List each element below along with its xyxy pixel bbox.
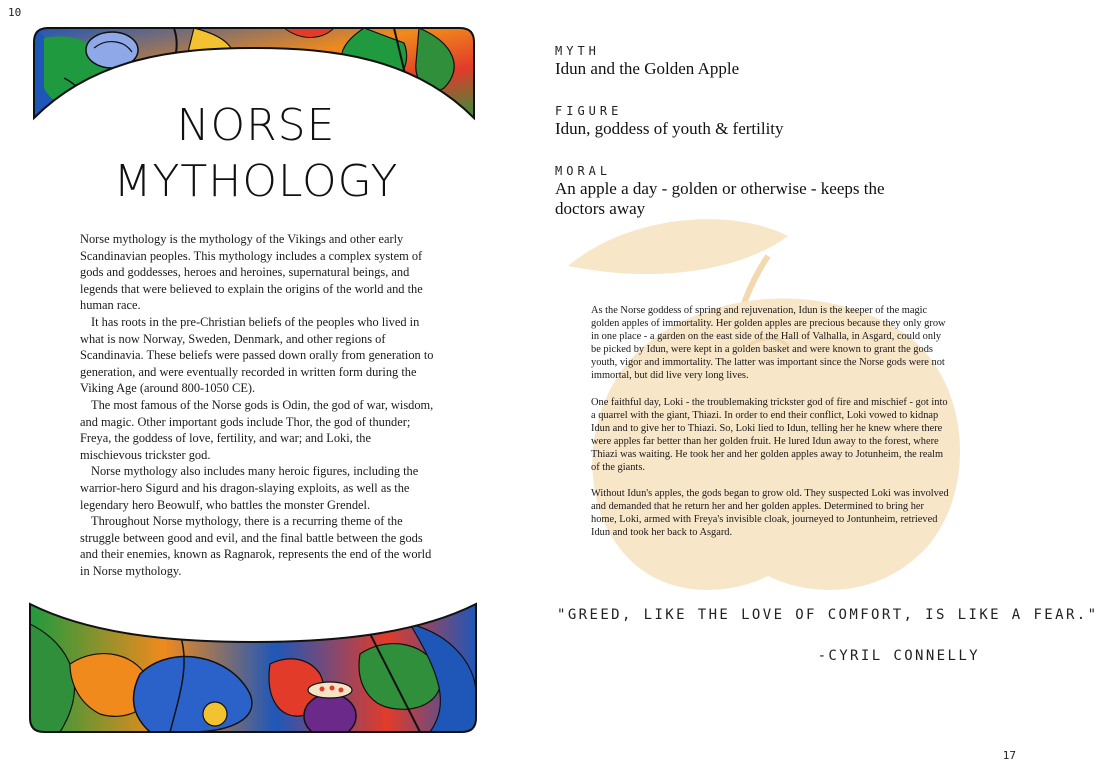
figure-block [555,103,915,139]
figure-value: Idun, goddess of youth & fertility [555,119,784,138]
intro-paragraph: Norse mythology also includes many heroic figures, including the warrior-hero Sigurd and his dragon-slaying exploits, as well as the legendary hero Beowulf, who battles the monster Grendel. [80,464,419,512]
intro-paragraph: Throughout Norse mythology, there is a recurring theme of the struggle between good and evil, and the final battle between the gods and their enemies, known as Ragnarok, represents the end of the world in Norse mythology. [80,514,432,578]
story-paragraph: Without Idun's apples, the gods began to grow old. They suspected Loki was involved and demanded that he return her and her golden apples. Determined to bring her home, Loki, armed with Freya's invisible cloak, journeyed to Jontunheim, retrieved Idun and took her back to Asgard. [591,488,949,539]
myth-value: Idun and the Golden Apple [555,59,740,78]
story-paragraph: One faithful day, Loki - the troublemaking trickster god of fire and mischief - got into a quarrel with the giant, Thiazi. In order to end their conflict, Loki vowed to kidnap Idun and to give her to Thiazi. So, Loki lied to Idun, telling her he knew where there were apples far better than her golden fruit. He lured Idun away to the forest, where Thiazi was waiting. He took her and her golden apples away to Jotunheim, the realm of the giants. [591,396,948,474]
intro-body-text [80,231,436,579]
page-title [80,98,432,210]
pull-quote: "GREED, LIKE THE LOVE OF COMFORT, IS LIKE A FEAR." [557,607,1098,623]
page-number-left: 10 [8,6,22,19]
story-body-text [591,304,951,553]
page-number-right: 17 [1002,749,1016,762]
myth-label: MYTH [555,44,600,58]
floral-border-bottom-illustration [30,604,476,732]
quote-author: -CYRIL CONNELLY [817,648,980,664]
myth-block [555,43,915,79]
title-line-2: MYTHOLOGY [113,156,399,207]
intro-paragraph: The most famous of the Norse gods is Odin, the god of war, wisdom, and magic. Other important gods include Thor, the god of thunder; Freya, the goddess of love, fertility, and war; and Loki, the mischievous trickster god. [80,397,434,462]
moral-label: MORAL [555,164,612,178]
story-paragraph: As the Norse goddess of spring and rejuvenation, Idun is the keeper of the magic golden apples of immortality. Her golden apples are precious because they only grow in one place - a garden on the east side of the Hall of Valhalla, in Asgard, could only be picked by Idun, were kept in a golden basket and were known to grant the gods youth, vigor and immortality. The latter was important since the Norse gods were not immortal, but did live very long lives. [591,305,946,382]
figure-label: FIGURE [555,104,623,118]
moral-block [555,163,915,219]
title-line-1: NORSE [176,100,336,151]
intro-paragraph: Norse mythology is the mythology of the Vikings and other early Scandinavian peoples. This mythology includes a complex system of gods and goddesses, heroes and heroines, supernatural beings, and legends that were believed to explain the origins of the world and the human race. [80,232,423,313]
intro-paragraph: It has roots in the pre-Christian beliefs of the peoples who lived in what is now Norway, Sweden, Denmark, and other regions of Scandinavia. These beliefs were passed down orally from generation to generation, and were eventually recorded in written form during the Viking Age (around 800-1050 CE). [80,314,434,396]
moral-value: An apple a day - golden or otherwise - keeps the doctors away [555,179,885,218]
